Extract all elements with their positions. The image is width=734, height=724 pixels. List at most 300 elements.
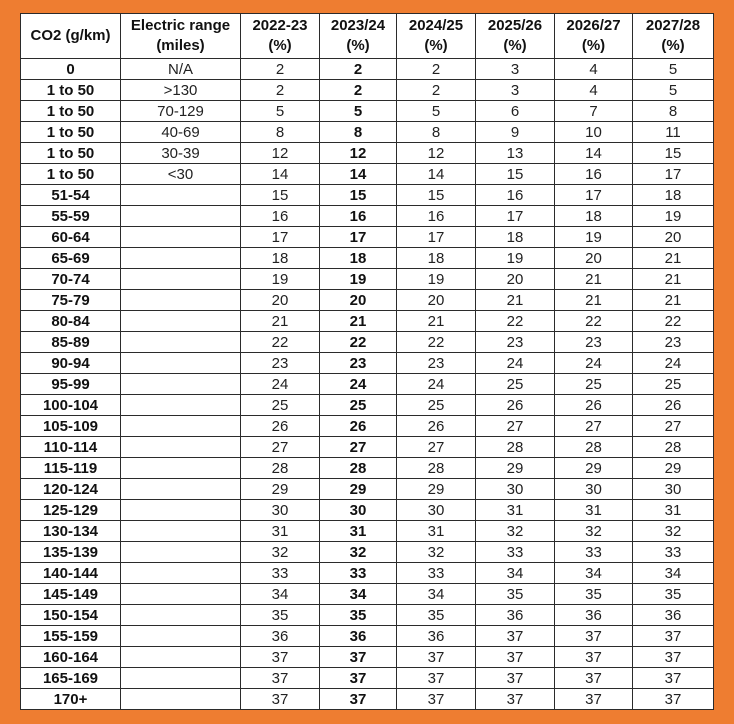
table-cell: 14 <box>241 164 320 185</box>
table-cell: 35 <box>555 584 633 605</box>
table-cell: 21 <box>241 311 320 332</box>
column-header-line1: 2027/28 <box>645 17 701 34</box>
table-cell: 10 <box>555 122 633 143</box>
table-cell <box>121 248 241 269</box>
table-cell <box>121 542 241 563</box>
table-cell: 12 <box>320 143 397 164</box>
table-cell <box>121 500 241 521</box>
table-cell: 25 <box>633 374 714 395</box>
table-cell: 35 <box>241 605 320 626</box>
table-cell: 2 <box>320 59 397 80</box>
table-cell: 31 <box>241 521 320 542</box>
table-cell: 125-129 <box>21 500 121 521</box>
table-cell: 24 <box>397 374 476 395</box>
column-header-line1: Electric range <box>130 17 231 34</box>
table-row <box>21 374 714 395</box>
table-cell: 35 <box>476 584 555 605</box>
table-cell: 22 <box>633 311 714 332</box>
table-cell: 2 <box>241 80 320 101</box>
table-cell: 25 <box>555 374 633 395</box>
table-cell: 51-54 <box>21 185 121 206</box>
table-cell: 36 <box>397 626 476 647</box>
column-header <box>21 14 121 59</box>
table-cell: 24 <box>476 353 555 374</box>
table-cell: 37 <box>555 689 633 710</box>
table-cell: 60-64 <box>21 227 121 248</box>
table-cell: 24 <box>555 353 633 374</box>
table-cell: 33 <box>476 542 555 563</box>
table-row <box>21 59 714 80</box>
table-cell: 17 <box>633 164 714 185</box>
table-cell: 25 <box>397 395 476 416</box>
table-row <box>21 416 714 437</box>
table-cell: 21 <box>633 269 714 290</box>
table-cell: 26 <box>241 416 320 437</box>
table-cell: 23 <box>633 332 714 353</box>
table-row <box>21 626 714 647</box>
table-cell: 2 <box>320 80 397 101</box>
table-cell: 8 <box>633 101 714 122</box>
table-row <box>21 122 714 143</box>
table-cell: 31 <box>555 500 633 521</box>
table-cell: 95-99 <box>21 374 121 395</box>
table-cell: 27 <box>241 437 320 458</box>
table-cell: 26 <box>397 416 476 437</box>
table-cell: 65-69 <box>21 248 121 269</box>
table-cell: 26 <box>476 395 555 416</box>
column-header <box>241 14 320 59</box>
column-header-line1: 2022-23 <box>252 17 308 34</box>
table-cell: 55-59 <box>21 206 121 227</box>
table-cell: 70-74 <box>21 269 121 290</box>
table-cell: 25 <box>320 395 397 416</box>
table-cell: 115-119 <box>21 458 121 479</box>
table-cell: 1 to 50 <box>21 164 121 185</box>
table-cell: 27 <box>476 416 555 437</box>
table-row <box>21 101 714 122</box>
table-cell: 34 <box>633 563 714 584</box>
table-cell: 100-104 <box>21 395 121 416</box>
table-cell <box>121 626 241 647</box>
table-cell: 21 <box>320 311 397 332</box>
table-cell: 37 <box>397 689 476 710</box>
table-cell: 37 <box>633 647 714 668</box>
table-cell: 15 <box>397 185 476 206</box>
table-cell: 33 <box>555 542 633 563</box>
table-cell: 37 <box>397 647 476 668</box>
table-cell: 34 <box>476 563 555 584</box>
table-cell: 140-144 <box>21 563 121 584</box>
table-cell: 37 <box>555 647 633 668</box>
table-cell: 28 <box>241 458 320 479</box>
table-cell: 37 <box>320 668 397 689</box>
column-header-line2: (%) <box>346 37 370 54</box>
table-cell: 29 <box>555 458 633 479</box>
table-cell: 30-39 <box>121 143 241 164</box>
table-cell: 33 <box>241 563 320 584</box>
table-cell: 37 <box>241 647 320 668</box>
table-cell: 15 <box>633 143 714 164</box>
table-cell: 14 <box>397 164 476 185</box>
table-row <box>21 185 714 206</box>
table-cell: 8 <box>397 122 476 143</box>
table-cell: 130-134 <box>21 521 121 542</box>
table-cell: 24 <box>633 353 714 374</box>
table-cell: 30 <box>241 500 320 521</box>
column-header <box>633 14 714 59</box>
table-cell: 80-84 <box>21 311 121 332</box>
table-cell: 15 <box>476 164 555 185</box>
table-cell: 7 <box>555 101 633 122</box>
table-cell: 2 <box>397 80 476 101</box>
table-cell: 18 <box>397 248 476 269</box>
column-header <box>476 14 555 59</box>
table-cell: 170+ <box>21 689 121 710</box>
table-row <box>21 80 714 101</box>
table-cell: 15 <box>241 185 320 206</box>
table-cell: 5 <box>633 80 714 101</box>
table-cell: 165-169 <box>21 668 121 689</box>
table-cell <box>121 584 241 605</box>
table-cell: 22 <box>241 332 320 353</box>
table-cell: 18 <box>633 185 714 206</box>
table-cell: 36 <box>320 626 397 647</box>
table-cell: 2 <box>397 59 476 80</box>
table-cell <box>121 311 241 332</box>
table-cell: 110-114 <box>21 437 121 458</box>
table-cell: 34 <box>555 563 633 584</box>
table-cell: 31 <box>633 500 714 521</box>
table-cell <box>121 353 241 374</box>
table-cell: 27 <box>555 416 633 437</box>
table-cell: 5 <box>241 101 320 122</box>
table-cell: 28 <box>476 437 555 458</box>
table-cell: <30 <box>121 164 241 185</box>
table-cell: 16 <box>320 206 397 227</box>
table-cell <box>121 185 241 206</box>
table-cell: 16 <box>476 185 555 206</box>
table-cell: 37 <box>476 626 555 647</box>
table-cell: 37 <box>633 626 714 647</box>
table-cell: 16 <box>241 206 320 227</box>
table-cell: 17 <box>476 206 555 227</box>
table-cell: 22 <box>476 311 555 332</box>
table-cell: 155-159 <box>21 626 121 647</box>
table-cell: 26 <box>320 416 397 437</box>
table-cell: 37 <box>397 668 476 689</box>
column-header-line1: CO2 (g/km) <box>30 27 111 44</box>
table-cell: 9 <box>476 122 555 143</box>
table-cell: >130 <box>121 80 241 101</box>
table-cell: 19 <box>397 269 476 290</box>
table-cell: 26 <box>555 395 633 416</box>
table-row <box>21 689 714 710</box>
table-cell: 75-79 <box>21 290 121 311</box>
table-row <box>21 332 714 353</box>
table-cell <box>121 605 241 626</box>
table-cell: 37 <box>633 668 714 689</box>
column-header-line1: 2024/25 <box>408 17 464 34</box>
table-cell: 23 <box>555 332 633 353</box>
table-cell: 37 <box>555 626 633 647</box>
table-row <box>21 668 714 689</box>
table-cell: 32 <box>320 542 397 563</box>
table-cell: 28 <box>320 458 397 479</box>
table-cell: 32 <box>555 521 633 542</box>
table-row <box>21 542 714 563</box>
table-cell: 27 <box>633 416 714 437</box>
table-cell: 4 <box>555 80 633 101</box>
table-cell: 28 <box>633 437 714 458</box>
table-cell: 20 <box>555 248 633 269</box>
table-cell: 5 <box>397 101 476 122</box>
table-cell: 14 <box>320 164 397 185</box>
table-cell: 37 <box>476 689 555 710</box>
table-cell: 35 <box>320 605 397 626</box>
table-cell: 33 <box>320 563 397 584</box>
table-cell: 1 to 50 <box>21 101 121 122</box>
table-cell: 4 <box>555 59 633 80</box>
table-cell: 36 <box>555 605 633 626</box>
table-cell: 12 <box>397 143 476 164</box>
table-cell: 26 <box>633 395 714 416</box>
column-header-line2: (%) <box>424 37 448 54</box>
table-cell <box>121 689 241 710</box>
table-cell: 33 <box>633 542 714 563</box>
table-row <box>21 353 714 374</box>
table-cell <box>121 269 241 290</box>
table-cell: 29 <box>241 479 320 500</box>
table-cell: 21 <box>397 311 476 332</box>
table-row <box>21 458 714 479</box>
table-cell: N/A <box>121 59 241 80</box>
tax-rate-table <box>20 13 714 710</box>
table-cell: 37 <box>241 689 320 710</box>
table-cell: 37 <box>320 689 397 710</box>
table-cell: 36 <box>476 605 555 626</box>
table-cell: 160-164 <box>21 647 121 668</box>
column-header-line1: 2023/24 <box>330 17 386 34</box>
table-cell <box>121 668 241 689</box>
table-row <box>21 290 714 311</box>
table-cell: 70-129 <box>121 101 241 122</box>
table-cell: 29 <box>397 479 476 500</box>
table-cell <box>121 458 241 479</box>
table-cell <box>121 395 241 416</box>
table-cell <box>121 563 241 584</box>
table-cell: 20 <box>476 269 555 290</box>
table-cell: 36 <box>241 626 320 647</box>
table-row <box>21 521 714 542</box>
table-cell: 18 <box>241 248 320 269</box>
table-cell: 16 <box>555 164 633 185</box>
table-cell: 35 <box>397 605 476 626</box>
table-cell: 19 <box>555 227 633 248</box>
table-cell: 17 <box>555 185 633 206</box>
column-header-line2: (miles) <box>156 37 205 54</box>
table-row <box>21 248 714 269</box>
table-cell: 21 <box>555 290 633 311</box>
table-cell: 32 <box>241 542 320 563</box>
table-row <box>21 605 714 626</box>
table-row <box>21 206 714 227</box>
table-cell: 3 <box>476 80 555 101</box>
table-row <box>21 563 714 584</box>
table-cell: 14 <box>555 143 633 164</box>
table-cell: 17 <box>320 227 397 248</box>
table-row <box>21 395 714 416</box>
table-cell: 19 <box>320 269 397 290</box>
table-cell: 20 <box>320 290 397 311</box>
table-cell: 31 <box>320 521 397 542</box>
table-cell: 29 <box>633 458 714 479</box>
column-header-line1: 2026/27 <box>566 17 621 34</box>
table-cell: 29 <box>476 458 555 479</box>
table-cell: 22 <box>397 332 476 353</box>
table-cell <box>121 206 241 227</box>
table-cell: 145-149 <box>21 584 121 605</box>
table-cell: 18 <box>320 248 397 269</box>
table-cell: 19 <box>633 206 714 227</box>
table-cell: 32 <box>633 521 714 542</box>
column-header <box>320 14 397 59</box>
table-cell: 13 <box>476 143 555 164</box>
table-row <box>21 269 714 290</box>
table-cell: 22 <box>555 311 633 332</box>
table-row <box>21 479 714 500</box>
table-cell: 30 <box>397 500 476 521</box>
column-header-line2: (%) <box>268 37 292 54</box>
table-cell: 40-69 <box>121 122 241 143</box>
table-cell: 30 <box>476 479 555 500</box>
table-cell: 3 <box>476 59 555 80</box>
column-header <box>121 14 241 59</box>
table-cell: 31 <box>476 500 555 521</box>
table-cell <box>121 374 241 395</box>
column-header-line2: (%) <box>581 37 606 54</box>
table-cell: 85-89 <box>21 332 121 353</box>
table-row <box>21 500 714 521</box>
table-cell: 21 <box>476 290 555 311</box>
table-cell: 20 <box>633 227 714 248</box>
table-cell <box>121 416 241 437</box>
table-row <box>21 143 714 164</box>
table-cell: 23 <box>476 332 555 353</box>
table-cell: 18 <box>476 227 555 248</box>
table-cell: 19 <box>476 248 555 269</box>
table-cell: 21 <box>633 248 714 269</box>
table-cell <box>121 521 241 542</box>
table-cell: 32 <box>397 542 476 563</box>
table-cell: 33 <box>397 563 476 584</box>
table-row <box>21 437 714 458</box>
table-cell: 6 <box>476 101 555 122</box>
table-cell: 8 <box>241 122 320 143</box>
table-cell <box>121 227 241 248</box>
table-cell: 37 <box>476 668 555 689</box>
table-cell: 0 <box>21 59 121 80</box>
table-cell: 35 <box>633 584 714 605</box>
table-cell: 34 <box>397 584 476 605</box>
table-cell: 24 <box>320 374 397 395</box>
table-cell: 37 <box>476 647 555 668</box>
table-body <box>21 59 714 710</box>
table-cell: 37 <box>320 647 397 668</box>
table-cell: 24 <box>241 374 320 395</box>
tax-rate-table-frame <box>20 13 713 709</box>
table-cell: 34 <box>241 584 320 605</box>
column-header <box>555 14 633 59</box>
table-cell: 28 <box>397 458 476 479</box>
table-cell: 29 <box>320 479 397 500</box>
table-cell: 12 <box>241 143 320 164</box>
table-cell: 21 <box>555 269 633 290</box>
table-row <box>21 164 714 185</box>
column-header-line2: (%) <box>503 37 527 54</box>
table-cell: 18 <box>555 206 633 227</box>
column-header-line2: (%) <box>661 37 685 54</box>
table-cell: 1 to 50 <box>21 80 121 101</box>
table-cell: 5 <box>320 101 397 122</box>
table-cell: 37 <box>241 668 320 689</box>
table-cell <box>121 437 241 458</box>
table-row <box>21 584 714 605</box>
table-cell: 19 <box>241 269 320 290</box>
table-cell <box>121 647 241 668</box>
table-cell: 27 <box>320 437 397 458</box>
table-cell: 37 <box>555 668 633 689</box>
table-row <box>21 311 714 332</box>
table-cell: 30 <box>633 479 714 500</box>
table-cell: 5 <box>633 59 714 80</box>
table-cell: 23 <box>397 353 476 374</box>
table-cell: 23 <box>320 353 397 374</box>
table-cell: 150-154 <box>21 605 121 626</box>
table-row <box>21 227 714 248</box>
table-cell: 8 <box>320 122 397 143</box>
table-cell: 21 <box>633 290 714 311</box>
table-cell: 32 <box>476 521 555 542</box>
table-cell: 25 <box>241 395 320 416</box>
table-cell: 31 <box>397 521 476 542</box>
table-cell: 11 <box>633 122 714 143</box>
table-cell: 25 <box>476 374 555 395</box>
table-cell: 22 <box>320 332 397 353</box>
table-cell <box>121 290 241 311</box>
table-cell: 30 <box>555 479 633 500</box>
table-cell: 30 <box>320 500 397 521</box>
table-cell: 20 <box>397 290 476 311</box>
table-cell: 17 <box>241 227 320 248</box>
column-header-line1: 2025/26 <box>487 17 543 34</box>
header-row <box>21 14 714 59</box>
table-cell: 23 <box>241 353 320 374</box>
table-cell: 20 <box>241 290 320 311</box>
table-cell: 90-94 <box>21 353 121 374</box>
table-cell: 36 <box>633 605 714 626</box>
column-header <box>397 14 476 59</box>
table-cell: 37 <box>633 689 714 710</box>
table-cell: 135-139 <box>21 542 121 563</box>
table-cell: 105-109 <box>21 416 121 437</box>
table-cell: 16 <box>397 206 476 227</box>
table-cell: 27 <box>397 437 476 458</box>
table-cell <box>121 332 241 353</box>
table-cell: 17 <box>397 227 476 248</box>
table-row <box>21 647 714 668</box>
table-cell: 28 <box>555 437 633 458</box>
table-cell: 34 <box>320 584 397 605</box>
